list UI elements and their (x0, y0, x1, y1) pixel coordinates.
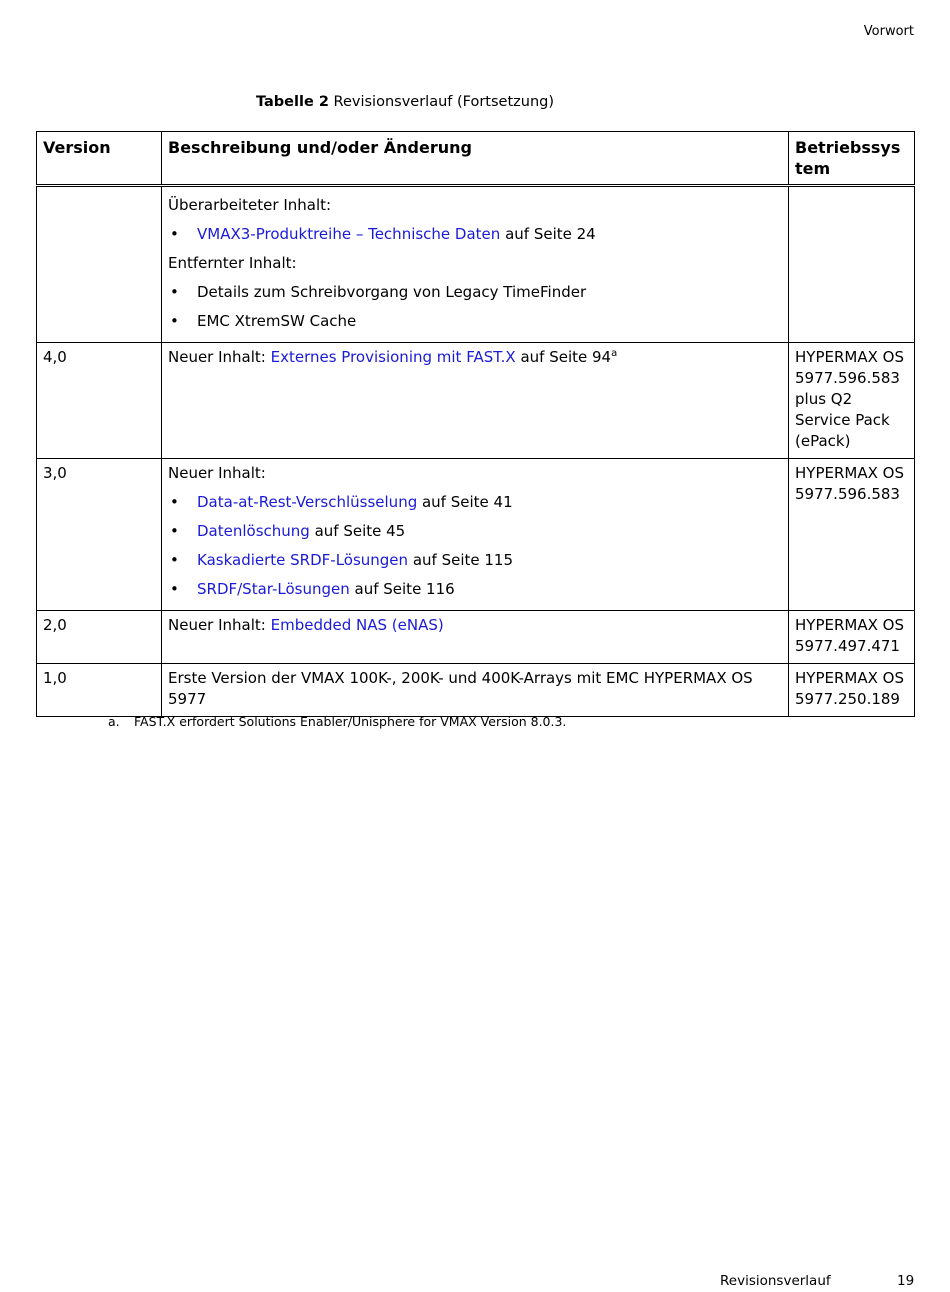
page-reference: auf Seite 116 (349, 580, 455, 598)
cross-reference-link[interactable]: Datenlöschung (197, 522, 310, 540)
list-item (168, 579, 782, 600)
page-reference: auf Seite 45 (309, 522, 406, 540)
cross-reference-link[interactable]: Kaskadierte SRDF-Lösungen (197, 551, 409, 569)
os-cell: HYPERMAX OS 5977.596.583 (789, 459, 915, 611)
page-number: 19 (897, 1273, 915, 1289)
page-reference: auf Seite 94 (515, 348, 612, 366)
version-cell (37, 186, 162, 343)
new-content-list (168, 492, 782, 600)
os-cell: HYPERMAX OS 5977.250.189 (789, 664, 915, 717)
column-header-description: Beschreibung und/oder Änderung (162, 132, 789, 186)
description-cell (162, 186, 789, 343)
new-content-label: Neuer Inhalt: (168, 616, 271, 634)
new-content-label: Neuer Inhalt: (168, 348, 271, 366)
page-reference: auf Seite 115 (408, 551, 514, 569)
table-row (37, 459, 915, 611)
running-header: Vorwort (863, 24, 914, 39)
table-caption-text: Revisionsverlauf (Fortsetzung) (333, 94, 554, 110)
page-reference: auf Seite 41 (417, 493, 513, 511)
removed-content-heading: Entfernter Inhalt: (168, 254, 297, 272)
footnote-text: FAST.X erfordert Solutions Enabler/Unisphere for VMAX Version 8.0.3. (134, 714, 567, 729)
os-cell (789, 186, 915, 343)
list-item: • EMC XtremSW Cache (168, 311, 782, 332)
footer-section-title: Revisionsverlauf (720, 1273, 831, 1289)
description-cell (162, 343, 789, 459)
revision-table (36, 131, 915, 717)
cross-reference-link[interactable]: Data-at-Rest-Verschlüsselung (197, 493, 418, 511)
table-row (37, 343, 915, 459)
table-header-row (37, 132, 915, 186)
footnote-label: a. (108, 714, 120, 729)
version-cell: 2,0 (37, 611, 162, 664)
table-footnote (108, 714, 566, 729)
os-cell: HYPERMAX OS 5977.497.471 (789, 611, 915, 664)
version-cell: 3,0 (37, 459, 162, 611)
table-caption-label: Tabelle 2 (256, 94, 329, 110)
description-cell (162, 611, 789, 664)
list-item (168, 492, 782, 513)
cross-reference-link[interactable]: Externes Provisioning mit FAST.X (270, 348, 516, 366)
version-cell: 4,0 (37, 343, 162, 459)
list-item (168, 521, 782, 542)
os-cell: HYPERMAX OS 5977.596.583 plus Q2 Service Pack (ePack) (789, 343, 915, 459)
table-row (37, 186, 915, 343)
list-item (168, 224, 782, 245)
revised-content-list (168, 224, 782, 245)
cross-reference-link[interactable]: Embedded NAS (eNAS) (270, 616, 444, 634)
column-header-os: Betriebssystem (789, 132, 915, 186)
new-content-heading: Neuer Inhalt: (168, 464, 266, 482)
version-cell: 1,0 (37, 664, 162, 717)
cross-reference-link[interactable]: SRDF/Star-Lösungen (197, 580, 350, 598)
list-item (168, 550, 782, 571)
column-header-version: Version (37, 132, 162, 186)
revised-content-heading: Überarbeiteter Inhalt: (168, 196, 332, 214)
table-row (37, 664, 915, 717)
removed-content-list (168, 282, 782, 332)
description-cell (162, 459, 789, 611)
description-cell: Erste Version der VMAX 100K-, 200K- und 400K-Arrays mit EMC HYPERMAX OS 5977 (162, 664, 789, 717)
table-row (37, 611, 915, 664)
cross-reference-link[interactable]: VMAX3-Produktreihe – Technische Daten (197, 225, 501, 243)
footnote-marker[interactable]: a (611, 348, 618, 359)
list-item: • Details zum Schreibvorgang von Legacy TimeFinder (168, 282, 782, 303)
page-reference: auf Seite 24 (500, 225, 596, 243)
table-caption (256, 94, 554, 110)
